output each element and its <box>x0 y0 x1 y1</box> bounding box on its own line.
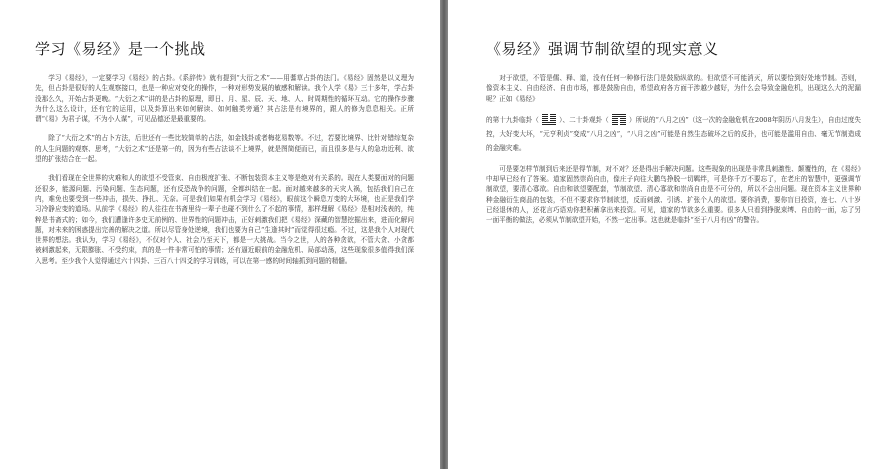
guan-hexagram-icon <box>612 114 626 126</box>
left-page <box>0 0 440 469</box>
right-paragraph-hexagrams <box>486 113 861 155</box>
hexagram-text-b: ）、二十卦观卦（ <box>559 115 609 124</box>
left-page-title: 学习《易经》是一个挑战 <box>35 40 206 58</box>
right-paragraph: 对于欲望，不管是儒、释、道，没有任何一种修行法门是鼓励纵欲的。但欲望不可能消灭，所以要恰到好处地节制。否则，像资本主义、自由经济、自由市场，都是鼓励自由，希望政府各方面干涉越少越好，为什么会导致金融危机，出现这么大的泥漏呢？正如《易经》 <box>486 74 861 103</box>
right-page-title: 《易经》强调节制欲望的现实意义 <box>486 40 719 58</box>
page-gutter <box>440 0 448 469</box>
right-page <box>448 0 891 469</box>
hexagram-text-c: ）所说的“八月之凶”（这一次的金融危机在2008年阴历八月发生），自由过度失控，大好变大坏，“元亨利贞”变成“八月之凶”，“八月之凶”可能是自然生态破坏之后的反扑，也可能是滥用自由、毫无节制造成的金融灾难。 <box>486 115 861 152</box>
hexagram-text-a: 的第十九卦临卦（ <box>486 115 539 124</box>
left-paragraph: 除了“大衍之术”的占卜方法，后世还有一些比较简单的占法，如金钱卦或者梅花易数等。不过，若要比境界、比针对错综复杂的人生问题的观察、思考，“大衍之术”还是第一的，因为有些占法谈不上境界，就是图简便而已，而且很多是与人的急功近利、欲望的扩张结合在一起。 <box>35 134 414 164</box>
right-paragraph: 可是要怎样节制到后来还是得节制，对不对？还是得出手解决问题。这些现象的出现是非常具刺激性、颠覆性的，在《易经》中却早已经有了答案。道家固然崇尚自由，像庄子向往大鹏鸟挣脱一切羁绊，可是你千万不要忘了，在老庄的智慧中，更强调节制欲望，要清心寡欲。自由和欲望要配套，节制欲望、清心寡欲和崇尚自由是不可分的，所以不会出问题。现在资本主义世界种种金融衍生商品的包装，不但不要求你节制欲望，反而刺激、引诱、扩张个人的欲望。要你消费，要你盲目投资，连七、八十岁已经退休的人，还花言巧语劝你把积蓄拿出来投资。可见，道家的节欲多么重要。很多人只看到挣脱束缚、自由的一面，忘了另一面平衡的做法，必须从节制欲望开始，不然一定出事。这也就是临卦“至于八月有凶”的警告。 <box>486 164 861 225</box>
left-paragraph: 我们看现在全世界的灾难和人的欲望不受管束、自由极度扩张、不断包装资本主义等是绝对有关系的。现在人类要面对的问题还很多，能源问题、污染问题、生态问题，还有反恐战争的问题，全都纠结在一起。面对越来越多的天灾人祸，包括我们自己在内，难免也要受到一些冲击，损失、挣扎、无奈。可是我们如果有机会学习《易经》，眼前这个瞬息万变的大环境，也正是我们学习冷静应变的道场。从前学《易经》的人往往在书斋里待一辈子也碰不到什么了不起的事情，那样理解《易经》是相对浅表的，纯粹是书斋式的；如今，我们遭逢许多史无前例的、世界性的问题冲击，正好刺激我们把《易经》深藏的智慧挖掘出来，进而化解问题，对未来的困惑提出完善的解决之道。所以尽管身处逆境，我们也要为自己“生逢其时”而觉得很过瘾。不过，这是我个人对现代世界的想法。我认为，学习《易经》，不仅对个人、社会乃至天下，都是一大挑战。当今之世，人的各种贪欲，不管大贪、小贪都被刺激起来，无限膨胀、不受约束，真的是一件非常可怕的事情；还有逼近眼前的金融危机、局部动荡，这些现象很多值得我们深入思考。至少我个人觉得通过六十四卦、三百八十四爻的学习训练，可以在第一感的时间轴抓到问题的精髓。 <box>35 174 414 265</box>
left-paragraph: 学习《易经》，一定要学习《易经》的占卦。《系辞传》就有提到“大衍之术”——用蓍草占卦的法门。《易经》固然是以义理为先，但占卦是很好的人生观察接口，也是一种应对变化的操作，一种对形势发展的敏感和解读。我个人学《易》三十多年，学占卦没那么久，开始占卦更晚。“大衍之术”讲的是占卦的原理，即日、月、星、辰、天、地、人、时周期性的循环互动。它的操作步骤为什么这么设计，还有它的运用，以及卦算出来如何解读、如何触类旁通？其占法是有境界的，跟人的修为息息相关。正所谓“《易》为君子谋，不为小人谋”，可见品德还是最重要的。 <box>35 74 414 124</box>
lin-hexagram-icon <box>542 114 556 126</box>
